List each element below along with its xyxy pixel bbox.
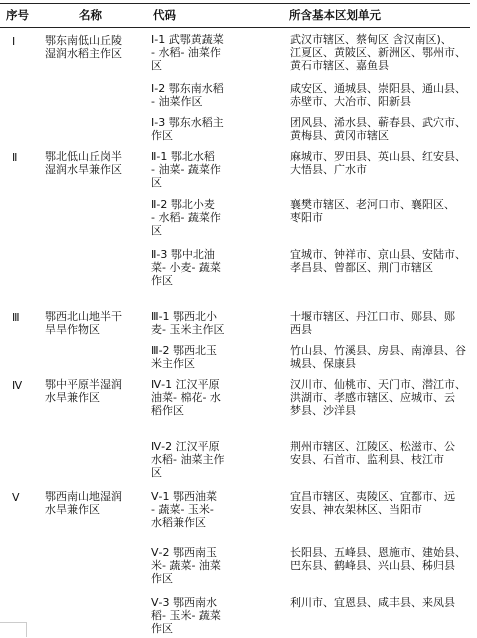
corner-box (0, 622, 27, 637)
subzone-code: Ⅴ-1 鄂西油菜 - 蔬菜- 玉米- 水稻兼作区 (151, 490, 217, 529)
top-rule (0, 3, 470, 4)
zone-name: 鄂东南低山丘陵 湿润水稻主作区 (45, 34, 122, 60)
zone-number: Ⅰ (12, 35, 16, 48)
zone-number: Ⅲ (12, 311, 20, 324)
subzone-units: 荆州市辖区、江陵区、松滋市、公 安县、石首市、监利县、枝江市 (290, 440, 455, 466)
header-units: 所含基本区划单元 (289, 8, 381, 22)
header-num: 序号 (6, 8, 29, 22)
subzone-code: Ⅳ-2 江汉平原 水稻- 油菜主作 区 (151, 440, 225, 479)
subzone-units: 十堰市辖区、丹江口市、郧县、郧 西县 (290, 310, 455, 336)
header-code: 代码 (153, 8, 176, 22)
subzone-units: 汉川市、仙桃市、天门市、潜江市、 洪湖市、孝感市辖区、应城市、云 梦县、沙洋县 (290, 378, 466, 417)
subzone-units: 长阳县、五峰县、恩施市、建始县、 巴东县、鹤峰县、兴山县、秭归县 (290, 546, 466, 572)
subzone-code: Ⅴ-3 鄂西南水 稻- 玉米- 蔬菜 作区 (151, 596, 221, 635)
zone-number: Ⅳ (12, 379, 23, 392)
subzone-code: Ⅱ-1 鄂北水稻 - 油菜- 蔬菜作 区 (151, 150, 221, 189)
zone-name: 鄂北低山丘岗半 湿润水旱兼作区 (45, 150, 122, 176)
subzone-code: Ⅰ-1 武鄂黄蔬菜 - 水稻- 油菜作 区 (151, 33, 224, 72)
subzone-units: 竹山县、竹溪县、房县、南漳县、谷 城县、保康县 (290, 344, 466, 370)
subzone-code: Ⅱ-2 鄂北小麦 - 水稻- 蔬菜作 区 (151, 198, 221, 237)
subzone-units: 咸安区、通城县、崇阳县、通山县、 赤壁市、大冶市、阳新县 (290, 82, 466, 108)
subzone-code: Ⅴ-2 鄂西南玉 米- 蔬菜- 油菜 作区 (151, 546, 221, 585)
header-rule (0, 27, 470, 28)
subzone-code: Ⅲ-2 鄂西北玉 米主作区 (151, 344, 218, 370)
subzone-units: 武汉市辖区、蔡甸区 含汉南区)、 江夏区、黄陂区、新洲区、鄂州市、 黄石市辖区、嘉鱼县 (290, 33, 466, 72)
subzone-units: 宜城市、钟祥市、京山县、安陆市、 孝昌县、曾都区、荆门市辖区 (290, 248, 466, 274)
subzone-code: Ⅳ-1 江汉平原 油菜- 棉花- 水 稻作区 (151, 378, 221, 417)
subzone-code: Ⅰ-2 鄂东南水稻 - 油菜作区 (151, 82, 224, 108)
subzone-units: 襄樊市辖区、老河口市、襄阳区、 枣阳市 (290, 198, 455, 224)
subzone-units: 团风县、浠水县、蕲春县、武穴市、 黄梅县、黄冈市辖区 (290, 116, 466, 142)
zone-number: Ⅱ (12, 151, 18, 164)
subzone-code: Ⅲ-1 鄂西北小 麦- 玉米主作区 (151, 310, 225, 336)
subzone-units: 宜昌市辖区、夷陵区、宜都市、远 安县、神农架林区、当阳市 (290, 490, 455, 516)
subzone-code: Ⅰ-3 鄂东水稻主 作区 (151, 116, 224, 142)
subzone-units: 利川市、宜恩县、咸丰县、来凤县 (290, 596, 455, 609)
subzone-units: 麻城市、罗田县、英山县、红安县、 大悟县、广水市 (290, 150, 466, 176)
zone-number: Ⅴ (12, 491, 20, 504)
subzone-code: Ⅱ-3 鄂中北油 菜- 小麦- 蔬菜 作区 (151, 248, 221, 287)
zone-name: 鄂中平原半湿润 水旱兼作区 (45, 378, 122, 404)
header-name: 名称 (79, 8, 102, 22)
zone-name: 鄂西南山地湿润 水旱兼作区 (45, 490, 122, 516)
zone-name: 鄂西北山地半干 旱旱作物区 (45, 310, 122, 336)
